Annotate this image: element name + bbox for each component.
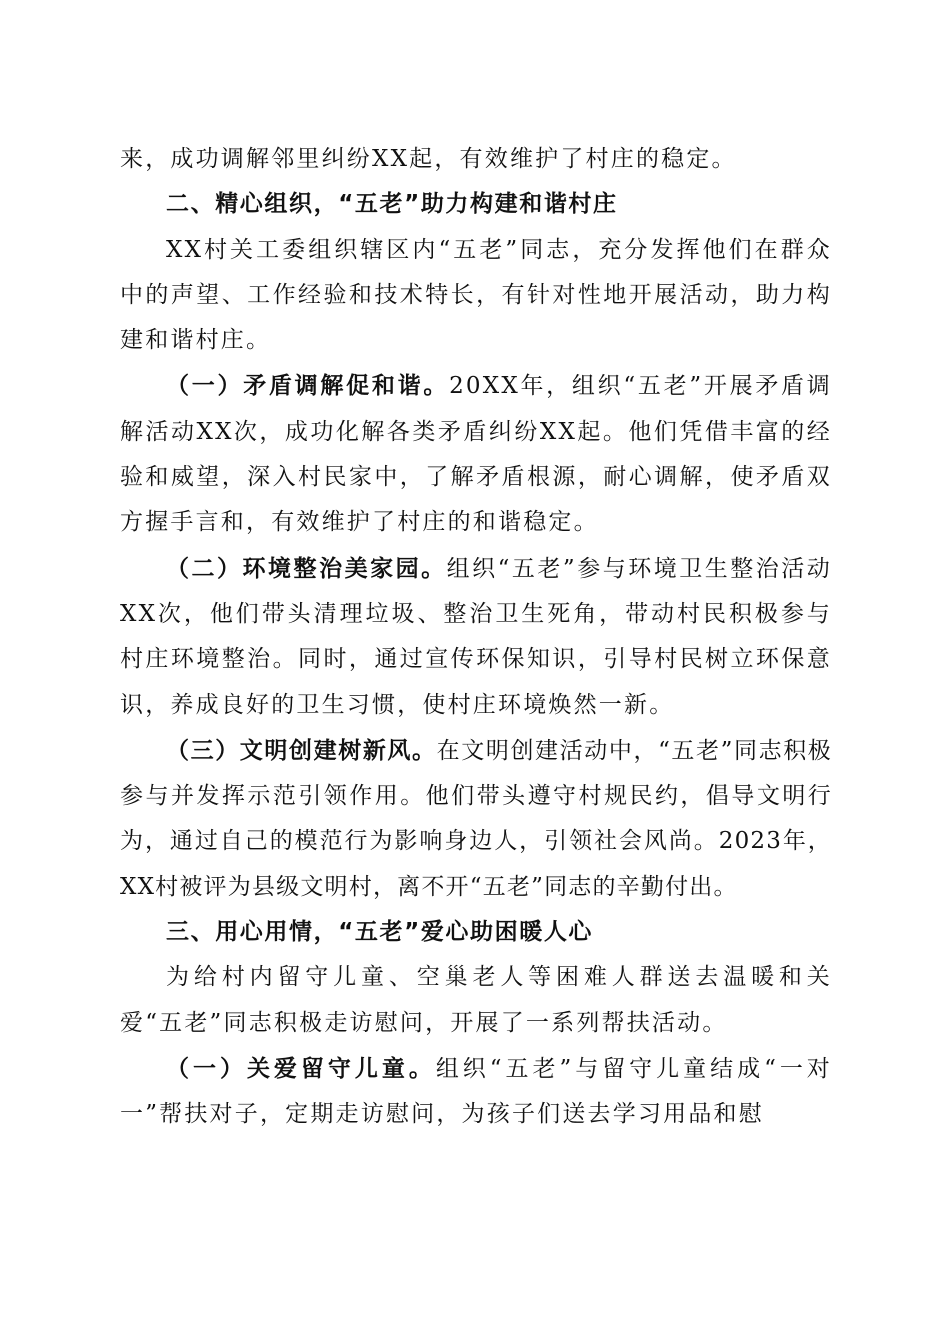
subsection-paragraph [120, 363, 832, 545]
body-paragraph: 来，成功调解邻里纠纷XX起，有效维护了村庄的稳定。 [120, 146, 737, 172]
subsection-text: 20XX年，组织“五老”开展矛盾调解活动XX次，成功化解各类矛盾纠纷XX起。他们凭借丰富的经验和威望，深入村民家中，了解矛盾根源，耐心调解，使矛盾双方握手言和，有效维护了村庄的和谐稳定。 [120, 373, 832, 536]
subsection-text: 在文明创建活动中，“五老”同志积极参与并发挥示范引领作用。他们带头遵守村规民约，倡导文明行为，通过自己的模范行为影响身边人，引领社会风尚。2023年，XX村被评为县级文明村，离不开“五老”同志的辛勤付出。 [120, 737, 833, 900]
subsection-lead: （一）矛盾调解促和谐。 [166, 372, 450, 400]
subsection-paragraph [120, 728, 832, 910]
subsection-paragraph [120, 1046, 832, 1138]
subsection-text: 组织“五老”参与环境卫生整治活动XX次，他们带头清理垃圾、整治卫生死角，带动村民积极参与村庄环境整治。同时，通过宣传环保知识，引导村民树立环保意识，养成良好的卫生习惯，使村庄环境焕然一新。 [120, 555, 833, 718]
subsection-lead: （三）文明创建树新风。 [166, 736, 437, 764]
body-paragraph: XX村关工委组织辖区内“五老”同志，充分发挥他们在群众中的声望、工作经验和技术特长，有针对性地开展活动，助力构建和谐村庄。 [120, 236, 832, 354]
subsection-lead: （二）环境整治美家园。 [166, 554, 447, 582]
section-heading: 三、用心用情，“五老”爱心助困暖人心 [166, 919, 594, 946]
subsection-paragraph [120, 546, 832, 728]
section-heading: 二、精心组织，“五老”助力构建和谐村庄 [166, 191, 618, 218]
subsection-text: 组织“五老”与留守儿童结成“一对一”帮扶对子，定期走访慰问，为孩子们送去学习用品和慰 [120, 1055, 832, 1128]
body-paragraph: 为给村内留守儿童、空巢老人等困难人群送去温暖和关爱“五老”同志积极走访慰问，开展了一系列帮扶活动。 [120, 964, 832, 1036]
document-body [120, 137, 832, 1138]
subsection-lead: （一）关爱留守儿童。 [166, 1054, 436, 1082]
